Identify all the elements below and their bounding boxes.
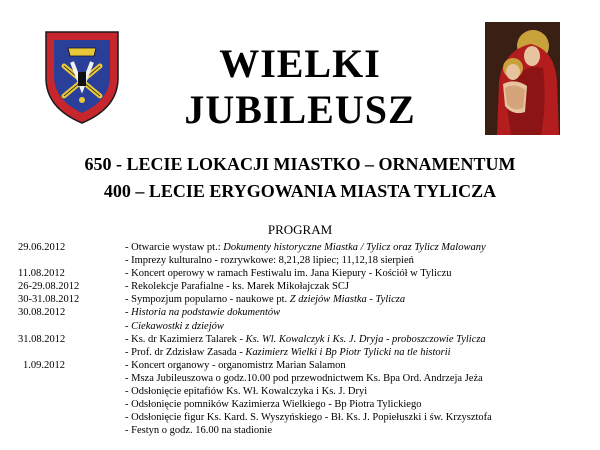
event-title-italic: Dokumenty historyczne Miastka / Tylicz oraz Tylicz Malowany (223, 242, 486, 253)
event-text: - Odsłonięcie epitafiów Ks. Wł. Kowalczyka i Ks. J. Dryi (125, 386, 368, 398)
schedule-event (125, 267, 452, 280)
schedule-event (125, 385, 367, 398)
schedule-event (125, 411, 492, 424)
event-text: - Otwarcie wystaw pt.: (125, 242, 224, 253)
event-title-italic: Kazimierz Wielki i Bp Piotr Tylicki na tle historii (245, 346, 451, 358)
schedule-row (0, 424, 600, 437)
schedule-event (125, 424, 272, 437)
schedule-event (125, 372, 483, 385)
schedule-row (0, 293, 600, 306)
schedule-row (0, 346, 600, 359)
schedule-row (0, 333, 600, 346)
schedule-row (0, 267, 600, 280)
event-text: - Ks. dr Kazimierz Talarek - (125, 333, 246, 345)
program-schedule (0, 241, 600, 437)
schedule-date: 11.08.2012 (18, 268, 65, 280)
event-title-italic: Z dziejów Miastka - Tylicza (289, 294, 406, 306)
page-title-line1: WIELKI (219, 41, 381, 86)
schedule-event (125, 306, 280, 319)
event-title-italic: Ciekawostki z dziejów (131, 320, 224, 332)
event-text: - Imprezy kulturalno - rozrywkowe: 8,21,28 lipiec; 11,12,18 sierpień (125, 255, 414, 267)
subtitle-1: 650 - LECIE LOKACJI MIASTKO – ORNAMENTUM (84, 154, 516, 174)
schedule-row (0, 306, 600, 319)
schedule-date: 30-31.08.2012 (18, 294, 80, 306)
event-text: - (125, 320, 132, 332)
event-text: - Festyn o godz. 16.00 na stadionie (125, 425, 272, 437)
event-text: - Odsłonięcie pomników Kazimierza Wielkiego - Bp Piotra Tylickiego (125, 399, 422, 411)
schedule-row (0, 280, 600, 293)
event-title-italic: Ks. Wl. Kowalczyk i Ks. J. Dryja - proboszczowie Tylicza (245, 333, 486, 345)
subtitle-2: 400 – LECIE ERYGOWANIA MIASTA TYLICZA (103, 181, 497, 201)
schedule-event (125, 333, 486, 346)
schedule-date: 1.09.2012 (23, 359, 65, 371)
schedule-date: 29.06.2012 (18, 242, 66, 253)
schedule-event (125, 320, 224, 333)
schedule-row (0, 241, 600, 254)
event-title-italic: Historia na podstawie dokumentów (131, 307, 281, 319)
event-text: - Rekolekcje Parafialne - ks. Marek Mikołajczak SCJ (125, 281, 349, 293)
event-text: - Sympozjum popularno - naukowe pt. (125, 294, 290, 306)
event-text: - Prof. dr Zdzisław Zasada - (125, 346, 246, 358)
schedule-event (125, 280, 349, 293)
schedule-date: 31.08.2012 (18, 333, 66, 345)
madonna-icon (485, 22, 560, 135)
event-text: - Koncert operowy w ramach Festiwalu im. Jana Kiepury - Kościół w Tyliczu (125, 268, 452, 280)
schedule-event (125, 359, 346, 372)
schedule-row (0, 398, 600, 411)
schedule-row (0, 372, 600, 385)
event-text: - (125, 307, 132, 319)
event-text: - Koncert organowy - organomistrz Marian Salamon (125, 359, 346, 371)
schedule-event (125, 254, 414, 267)
schedule-event (125, 346, 451, 359)
event-text: - Odsłonięcie figur Ks. Kard. S. Wyszyńskiego - Bł. Ks. J. Popiełuszki i św. Krzysztofa (125, 412, 492, 424)
page-title-line2: JUBILEUSZ (184, 87, 416, 132)
schedule-row (0, 254, 600, 267)
coat-of-arms-icon (42, 26, 122, 126)
schedule-date: 26-29.08.2012 (18, 281, 80, 293)
schedule-row (0, 411, 600, 424)
schedule-row (0, 385, 600, 398)
schedule-event (125, 398, 421, 411)
event-text: - Msza Jubileuszowa o godz.10.00 pod przewodnictwem Ks. Bpa Ord. Andrzeja Jeża (125, 372, 483, 384)
program-heading: PROGRAM (267, 222, 333, 237)
schedule-event (125, 241, 486, 254)
schedule-date: 30.08.2012 (18, 307, 66, 319)
schedule-event (125, 293, 405, 306)
schedule-row (0, 359, 600, 372)
schedule-row (0, 320, 600, 333)
